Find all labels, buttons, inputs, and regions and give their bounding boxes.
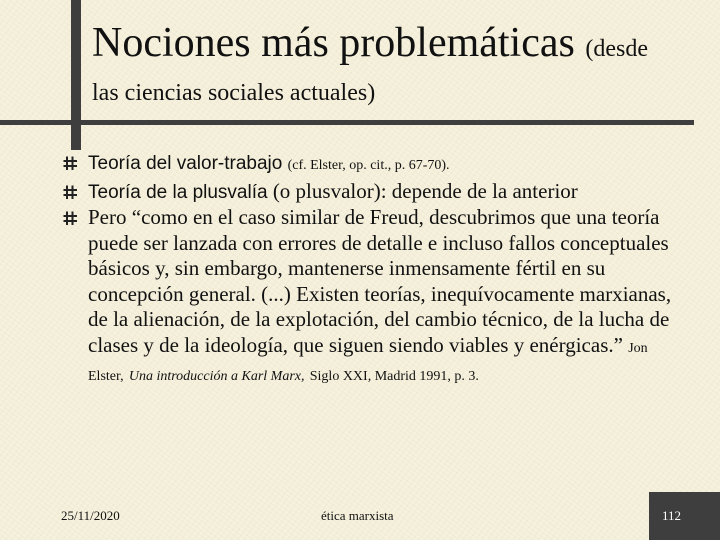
citation-book: Una introducción a Karl Marx, <box>128 369 305 384</box>
footer-date: 25/11/2020 <box>61 508 120 523</box>
bullet-note: (cf. Elster, op. cit., p. 67-70). <box>287 158 450 173</box>
bullet-list <box>62 150 672 390</box>
bullet-bold-text: Teoría de la plusvalía <box>88 181 268 203</box>
citation-rest: Siglo XXI, Madrid 1991, p. 3. <box>309 369 479 384</box>
slide-title-line2: las ciencias sociales actuales) <box>92 80 376 106</box>
title-vertical-bar <box>71 0 81 150</box>
bullet-bold-text: Teoría del valor-trabajo <box>88 153 283 174</box>
title-paren: (desde <box>585 36 648 62</box>
quote-text: Pero “como en el caso similar de Freud, descubrimos que una teoría puede ser lanzada con errores de detalle e incluso fallos conceptuales básicos y, sin embargo, mantenerse inmensamente fértil en su concepción general. (...) Existen teorías, inequívocamente marxianas, de la alienación, de la explotación, del cambio técnico, de la lucha de clases y de la ideología, que siguen siendo viables y enérgicas.” <box>88 205 672 357</box>
title-horizontal-bar <box>0 120 694 125</box>
slide-title <box>92 17 648 75</box>
bullet-text: (o plusvalor): depende de la anterior <box>272 178 578 203</box>
page-number: 112 <box>662 508 682 523</box>
footer-center-text: ética marxista <box>321 508 394 523</box>
bullet-item <box>62 150 672 179</box>
hash-bullet-icon <box>62 155 78 171</box>
title-main: Nociones más problemáticas <box>92 20 575 66</box>
bullet-item <box>62 205 672 390</box>
hash-bullet-icon <box>62 184 78 200</box>
citation-author: Jon Elster, <box>88 340 648 384</box>
hash-bullet-icon <box>62 210 78 226</box>
page-number-box <box>649 492 720 540</box>
bullet-item <box>62 179 672 206</box>
